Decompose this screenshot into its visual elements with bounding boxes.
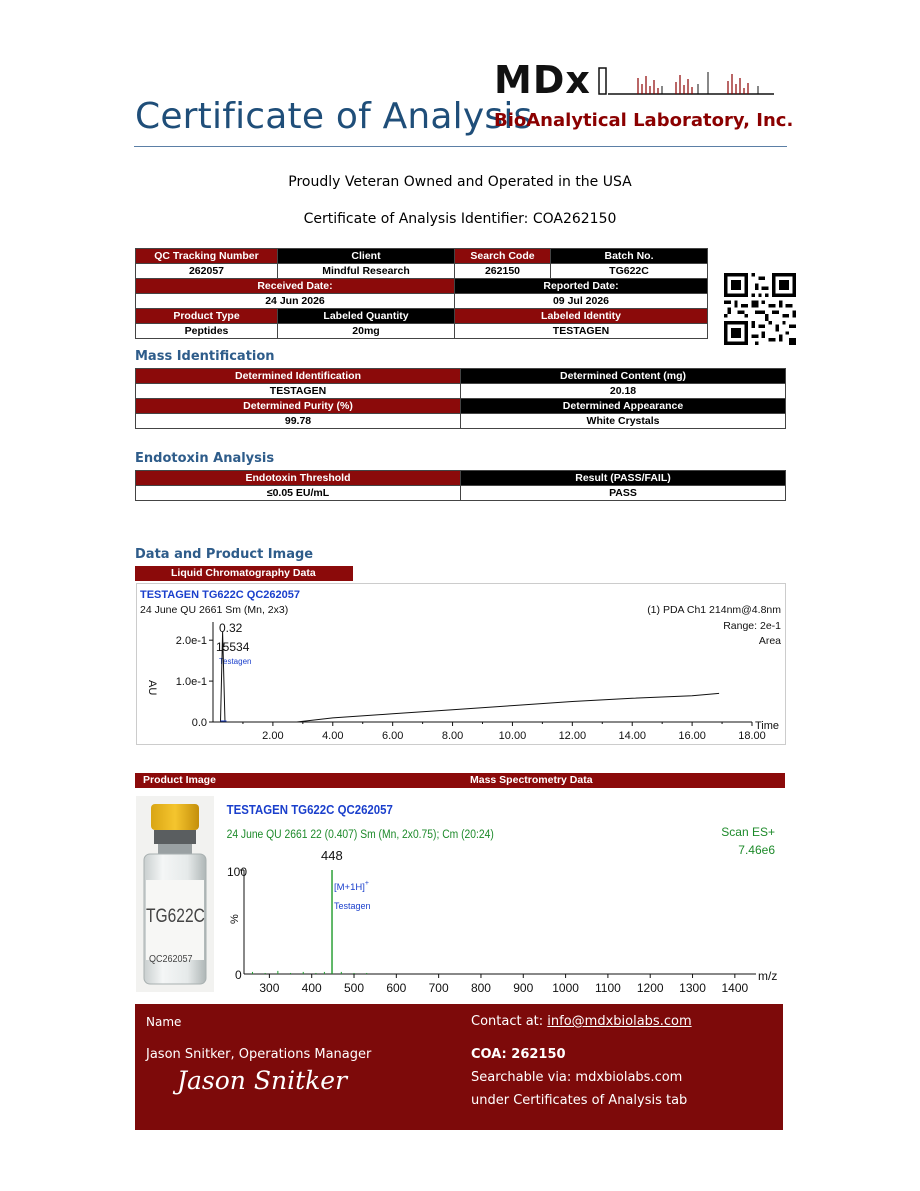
- received-date-value: 24 Jun 2026: [136, 294, 455, 309]
- mass-identification-table: [135, 368, 786, 429]
- ms-y-bottom-label: 0: [235, 968, 242, 982]
- footer-name-label: Name: [146, 1015, 182, 1029]
- lc-peak-name: Testagen: [219, 657, 252, 666]
- lc-peak-time: 0.32: [219, 621, 243, 635]
- endotoxin-result-label: Result (PASS/FAIL): [461, 471, 786, 486]
- lc-x-axis-label: Time: [755, 720, 780, 732]
- ms-x-tick-label: 1300: [679, 981, 706, 995]
- ms-x-tick-label: 700: [428, 981, 449, 995]
- lc-x-tick-label: 10.00: [498, 730, 527, 742]
- footer-signatory: Jason Snitker, Operations Manager: [146, 1047, 372, 1062]
- determined-content-label: Determined Content (mg): [461, 369, 786, 384]
- product-vial-image: [136, 796, 214, 992]
- ms-x-tick-label: 400: [301, 981, 322, 995]
- ms-x-tick-label: 600: [386, 981, 407, 995]
- footer-certificates-tab: under Certificates of Analysis tab: [471, 1093, 688, 1108]
- lc-area-label: Area: [758, 635, 781, 647]
- lc-x-tick-label: 12.00: [558, 730, 587, 742]
- info-table: [135, 248, 708, 339]
- endotoxin-threshold-label: Endotoxin Threshold: [136, 471, 461, 486]
- search-code-label: Search Code: [455, 249, 551, 264]
- ms-y-axis-label: %: [229, 914, 241, 924]
- lc-x-tick-label: 4.00: [322, 730, 344, 742]
- labeled-quantity-value: 20mg: [278, 324, 455, 339]
- page-title: Certificate of Analysis: [135, 96, 533, 137]
- batch-value: TG622C: [551, 264, 708, 279]
- lc-y-tick-label: 0.0: [191, 717, 207, 729]
- company-logo-subtitle: BioAnalytical Laboratory, Inc.: [494, 110, 794, 131]
- lc-x-tick-label: 2.00: [262, 730, 284, 742]
- client-value: Mindful Research: [278, 264, 455, 279]
- endotoxin-heading: Endotoxin Analysis: [135, 451, 275, 466]
- ms-x-tick-label: 500: [344, 981, 365, 995]
- determined-identification-value: TESTAGEN: [136, 384, 461, 399]
- determined-appearance-value: White Crystals: [461, 414, 786, 429]
- company-logo-text: MDx: [494, 58, 591, 102]
- determined-identification-label: Determined Identification: [136, 369, 461, 384]
- ms-peak-mz: 448: [321, 848, 343, 863]
- footer-panel: [135, 1004, 783, 1130]
- header-divider: [134, 146, 787, 147]
- determined-appearance-label: Determined Appearance: [461, 399, 786, 414]
- ms-scan-label: Scan ES+: [721, 825, 775, 839]
- ms-x-tick-label: 1400: [721, 981, 749, 995]
- lc-chart-plot: [137, 584, 785, 744]
- qr-code-icon[interactable]: [724, 273, 796, 345]
- client-label: Client: [278, 249, 455, 264]
- ms-x-tick-label: 1000: [552, 981, 579, 995]
- lc-chart-title: TESTAGEN TG622C QC262057: [140, 589, 300, 601]
- determined-content-value: 20.18: [461, 384, 786, 399]
- lc-trace: [213, 632, 719, 722]
- ms-y-top-label: 100: [227, 865, 248, 879]
- lc-detector-label: (1) PDA Ch1 214nm@4.8nm: [647, 604, 781, 616]
- coa-identifier: Certificate of Analysis Identifier: COA262150: [303, 211, 617, 227]
- ms-chart-plot: [224, 796, 784, 1000]
- vial-qc-text: QC262057: [149, 954, 193, 965]
- footer-coa-number: COA: 262150: [471, 1047, 566, 1062]
- footer-contact: Contact at: info@mdxbiolabs.com: [471, 1014, 692, 1029]
- product-type-label: Product Type: [136, 309, 278, 324]
- lc-peak-area: 15534: [216, 640, 250, 654]
- ms-x-tick-label: 1100: [594, 981, 621, 995]
- product-image-label: Product Image: [135, 773, 460, 788]
- lc-x-tick-label: 8.00: [441, 730, 464, 742]
- ms-x-tick-label: 1200: [636, 981, 664, 995]
- received-date-label: Received Date:: [136, 279, 455, 294]
- data-section-heading: Data and Product Image: [135, 547, 314, 562]
- lc-chart: [136, 583, 786, 745]
- labeled-quantity-label: Labeled Quantity: [278, 309, 455, 324]
- ms-x-tick-label: 900: [513, 981, 534, 995]
- vial-label-text: TG622C: [146, 906, 205, 927]
- footer-searchable: Searchable via: mdxbiolabs.com: [471, 1070, 683, 1085]
- signature-image: Jason Snitker: [177, 1066, 348, 1095]
- ms-x-tick-label: 800: [470, 981, 491, 995]
- reported-date-value: 09 Jul 2026: [455, 294, 708, 309]
- determined-purity-label: Determined Purity (%): [136, 399, 461, 414]
- lc-y-tick-label: 2.0e-1: [175, 635, 207, 648]
- search-code-value: 262150: [455, 264, 551, 279]
- lc-range-label: Range: 2e-1: [723, 620, 781, 632]
- lc-x-tick-label: 16.00: [678, 730, 706, 742]
- batch-label: Batch No.: [551, 249, 708, 264]
- spectrum-logo-icon: [598, 66, 776, 100]
- ms-x-tick-label: 300: [259, 981, 280, 995]
- ms-ion-label: [M+1H]+: [334, 880, 369, 893]
- ms-x-axis-label: m/z: [758, 969, 778, 983]
- reported-date-label: Reported Date:: [455, 279, 708, 294]
- determined-purity-value: 99.78: [136, 414, 461, 429]
- ms-chart: [224, 796, 784, 1000]
- mass-identification-heading: Mass Identification: [135, 349, 275, 364]
- ms-chart-title: TESTAGEN TG622C QC262057: [226, 802, 393, 818]
- ms-chart-subtitle: 24 June QU 2661 22 (0.407) Sm (Mn, 2x0.75); Cm (20:24): [226, 828, 494, 842]
- lc-x-tick-label: 14.00: [618, 730, 646, 742]
- contact-email-link[interactable]: info@mdxbiolabs.com: [547, 1014, 692, 1029]
- lc-chart-subtitle: 24 June QU 2661 Sm (Mn, 2x3): [140, 604, 289, 616]
- labeled-identity-value: TESTAGEN: [455, 324, 708, 339]
- ms-data-label: Mass Spectrometry Data: [460, 773, 785, 788]
- endotoxin-threshold-value: ≤0.05 EU/mL: [136, 486, 461, 501]
- lc-y-axis-label: AU: [146, 680, 158, 696]
- product-type-value: Peptides: [136, 324, 278, 339]
- tagline: Proudly Veteran Owned and Operated in the USA: [288, 174, 632, 190]
- labeled-identity-label: Labeled Identity: [455, 309, 708, 324]
- lc-data-label: Liquid Chromatography Data: [135, 566, 353, 581]
- endotoxin-result-value: PASS: [461, 486, 786, 501]
- ms-peak-name: Testagen: [334, 901, 371, 911]
- lc-x-tick-label: 18.00: [738, 730, 766, 742]
- endotoxin-table: [135, 470, 786, 501]
- ms-intensity-label: 7.46e6: [738, 843, 775, 857]
- lc-y-tick-label: 1.0e-1: [175, 676, 207, 689]
- lc-x-tick-label: 6.00: [381, 730, 404, 742]
- qc-tracking-value: 262057: [136, 264, 278, 279]
- qc-tracking-label: QC Tracking Number: [136, 249, 278, 264]
